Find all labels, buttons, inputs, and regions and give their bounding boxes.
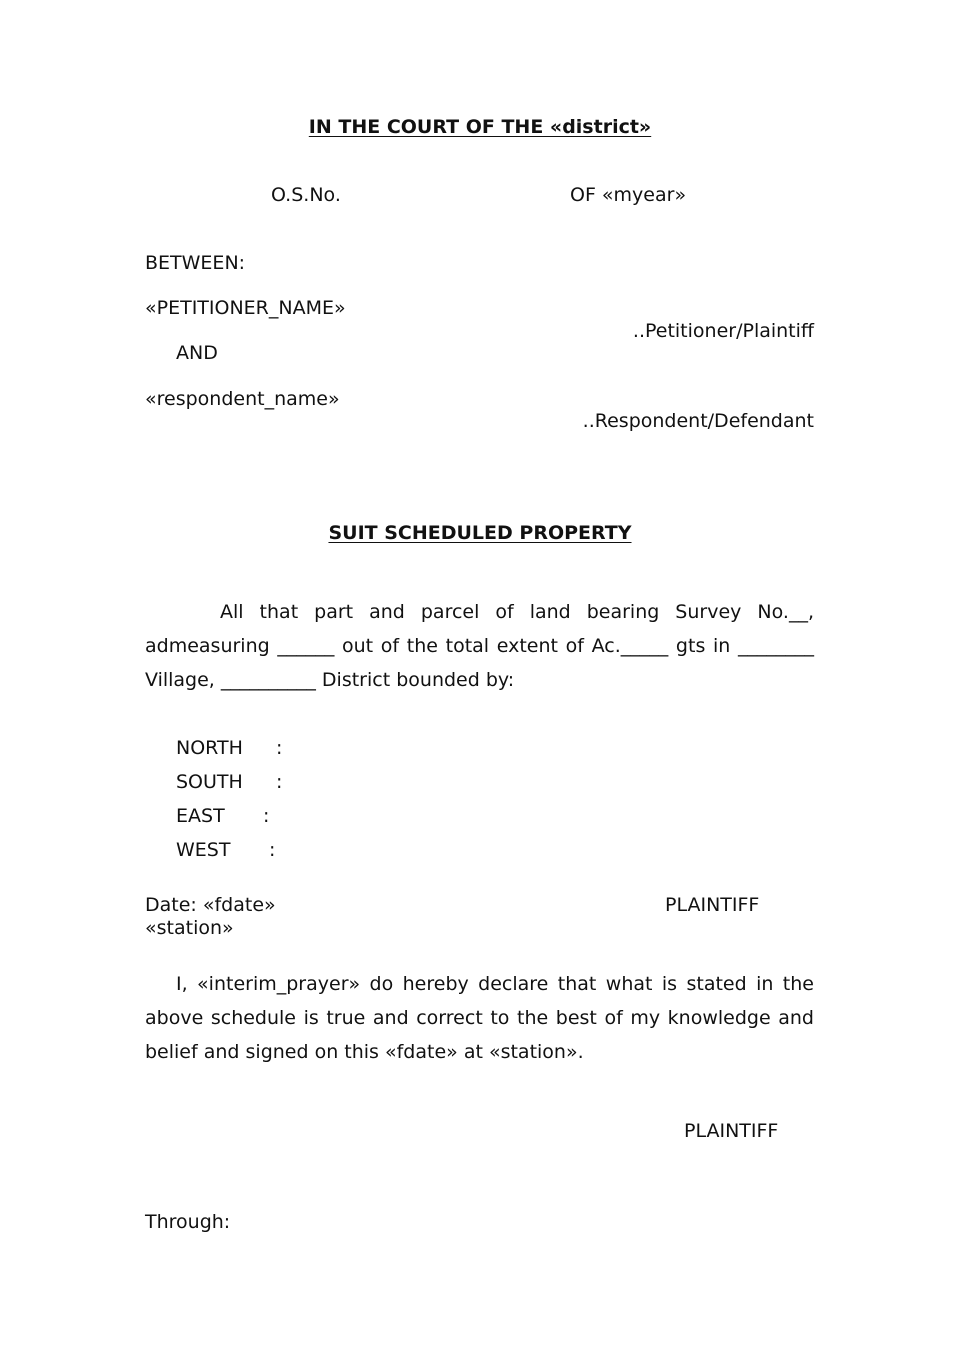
boundary-separator: : <box>276 771 283 793</box>
verification-plaintiff-label: PLAINTIFF <box>684 1120 779 1142</box>
boundary-label: SOUTH <box>176 771 243 793</box>
petitioner-name: «PETITIONER_NAME» <box>145 297 346 319</box>
boundary-label: WEST <box>176 839 231 861</box>
case-number-label: O.S.No. <box>271 184 341 206</box>
verification-text: I, «interim_prayer» do hereby declare that what is stated in the above schedule is true and correct to the best of my knowledge and belief and signed on this «fdate» at «station». <box>145 973 814 1063</box>
petitioner-role: ..Petitioner/Plaintiff <box>632 320 814 342</box>
respondent-name: «respondent_name» <box>145 388 340 410</box>
through-label: Through: <box>145 1211 231 1233</box>
boundary-south <box>176 770 282 794</box>
boundary-separator: : <box>263 805 270 827</box>
boundary-east <box>176 804 269 828</box>
boundary-label: NORTH <box>176 737 243 759</box>
date-line: Date: «fdate» <box>145 894 276 916</box>
between-label: BETWEEN: <box>145 252 246 274</box>
verification-paragraph <box>145 967 814 1069</box>
boundary-north <box>176 736 282 760</box>
court-title: IN THE COURT OF THE «district» <box>308 116 652 138</box>
boundary-label: EAST <box>176 805 225 827</box>
schedule-title: SUIT SCHEDULED PROPERTY <box>328 522 632 544</box>
station-line: «station» <box>145 917 234 939</box>
boundary-west <box>176 838 275 862</box>
plaintiff-signature-label: PLAINTIFF <box>665 894 760 916</box>
and-label: AND <box>176 342 218 364</box>
boundary-separator: : <box>269 839 276 861</box>
case-year: OF «myear» <box>570 184 687 206</box>
property-description-paragraph <box>145 595 814 697</box>
respondent-role: ..Respondent/Defendant <box>582 410 814 432</box>
property-description: All that part and parcel of land bearing Survey No.__, admeasuring ______ out of the total extent of Ac._____ gts in ________ Village, __________ District bounded by: <box>145 601 814 691</box>
boundary-separator: : <box>276 737 283 759</box>
